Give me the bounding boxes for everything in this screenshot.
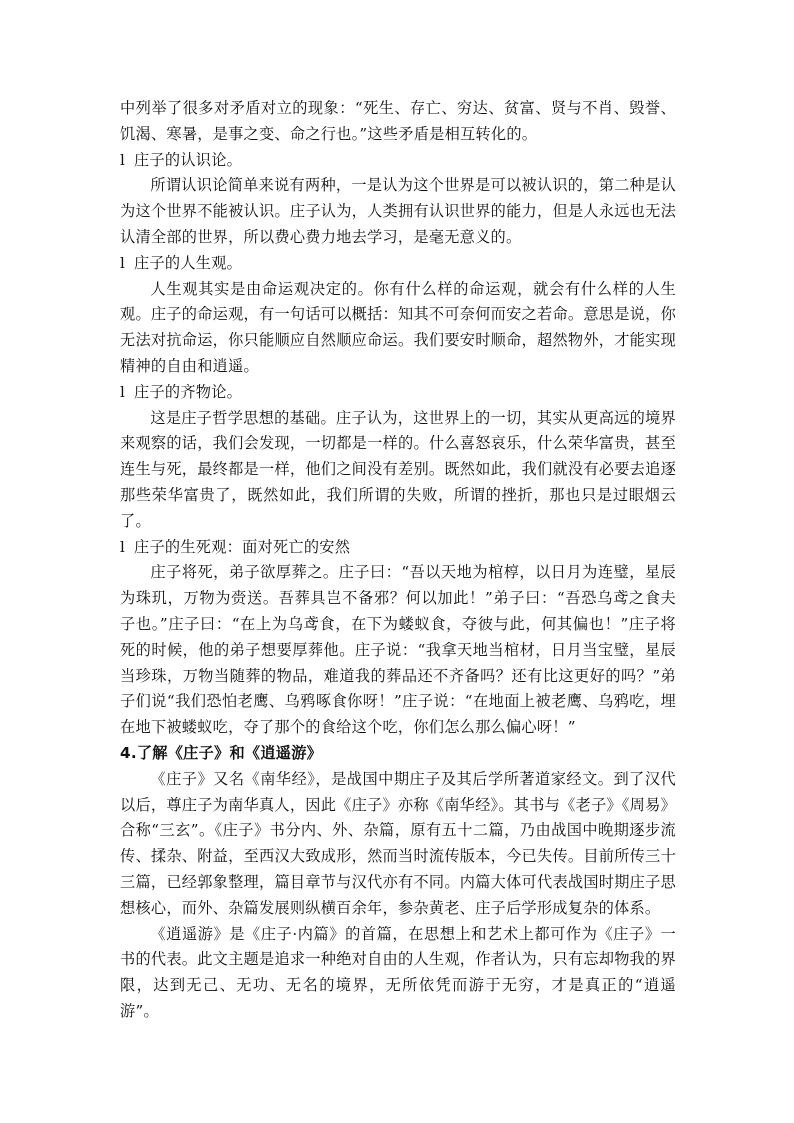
bullet-qiwulun bbox=[120, 380, 676, 406]
bullet-mark: l bbox=[120, 382, 126, 401]
paragraph-life-and-death: 庄子将死，弟子欲厚葬之。庄子曰：“吾以天地为棺椁，以日月为连璧，星辰为珠玑，万物为赍送。吾葬具岂不备邪？何以加此！”弟子曰：“吾恐乌鸢之食夫子也。”庄子曰：“在上为乌鸢食，在下为蝼蚁食，夺彼与此，何其偏也！”庄子将死的时候，他的弟子想要厚葬他。庄子说：“我拿天地当棺材，日月当宝璧，星辰当珍珠，万物当随葬的物品，难道我的葬品还不齐备吗？还有比这更好的吗？”弟子们说“我们恐怕老鹰、乌鸦啄食你呀！”庄子说：“在地面上被老鹰、乌鸦吃，埋在地下被蝼蚁吃，夺了那个的食给这个吃，你们怎么那么偏心呀！” bbox=[120, 563, 676, 737]
bullet-outlook-on-life bbox=[120, 251, 676, 277]
bullet-life-death-label: 庄子的生死观：面对死亡的安然 bbox=[134, 537, 351, 556]
paragraph-contradictions: 中列举了很多对矛盾对立的现象：“死生、存亡、穷达、贫富、贤与不肖、毁誉、饥渴、寒暑，是事之变、命之行也。”这些矛盾是相互转化的。 bbox=[120, 99, 676, 143]
document-body bbox=[120, 96, 676, 1025]
bullet-epistemology-label: 庄子的认识论。 bbox=[134, 150, 243, 169]
paragraph-qiwulun: 这是庄子哲学思想的基础。庄子认为，这世界上的一切，其实从更高远的境界来观察的话，我们会发现，一切都是一样的。什么喜怒哀乐，什么荣华富贵，甚至连生与死，最终都是一样，他们之间没有差别。既然如此，我们就没有必要去追逐那些荣华富贵了，既然如此，我们所谓的失败，所谓的挫折，那也只是过眼烟云了。 bbox=[120, 408, 676, 530]
bullet-mark: l bbox=[120, 537, 126, 556]
paragraph-outlook-on-life: 人生观其实是由命运观决定的。你有什么样的命运观，就会有什么样的人生观。庄子的命运观，有一句话可以概括：知其不可奈何而安之若命。意思是说，你无法对抗命运，你只能顺应自然顺应命运。我们要安时顺命，超然物外，才能实现精神的自由和逍遥。 bbox=[120, 279, 676, 375]
paragraph-epistemology: 所谓认识论简单来说有两种，一是认为这个世界是可以被认识的，第二种是认为这个世界不能被认识。庄子认为，人类拥有认识世界的能力，但是人永远也无法认清全部的世界，所以费心费力地去学习，是毫无意义的。 bbox=[120, 176, 676, 246]
section-heading-zhuangzi: 4.了解《庄子》和《逍遥游》 bbox=[120, 743, 323, 762]
paragraph-xiaoyaoyou: 《逍遥游》是《庄子·内篇》的首篇，在思想上和艺术上都可作为《庄子》一书的代表。此文主题是追求一种绝对自由的人生观，作者认为，只有忘却物我的界限，达到无己、无功、无名的境界，无所依凭而游于无穷，才是真正的“逍遥游”。 bbox=[120, 924, 676, 1020]
bullet-mark: l bbox=[120, 150, 126, 169]
bullet-epistemology bbox=[120, 148, 676, 174]
bullet-qiwulun-label: 庄子的齐物论。 bbox=[134, 382, 243, 401]
bullet-outlook-label: 庄子的人生观。 bbox=[134, 253, 243, 272]
paragraph-zhuangzi-book: 《庄子》又名《南华经》，是战国中期庄子及其后学所著道家经文。到了汉代以后，尊庄子为南华真人，因此《庄子》亦称《南华经》。其书与《老子》《周易》合称“三玄”。《庄子》书分内、外、杂篇，原有五十二篇，乃由战国中晚期逐步流传、揉杂、附益，至西汉大致成形，然而当时流传版本，今已失传。目前所传三十三篇，已经郭象整理，篇目章节与汉代亦有不同。内篇大体可代表战国时期庄子思想核心，而外、杂篇发展则纵横百余年，参杂黄老、庄子后学形成复杂的体系。 bbox=[120, 769, 676, 917]
bullet-mark: l bbox=[120, 253, 126, 272]
bullet-life-and-death bbox=[120, 535, 676, 561]
